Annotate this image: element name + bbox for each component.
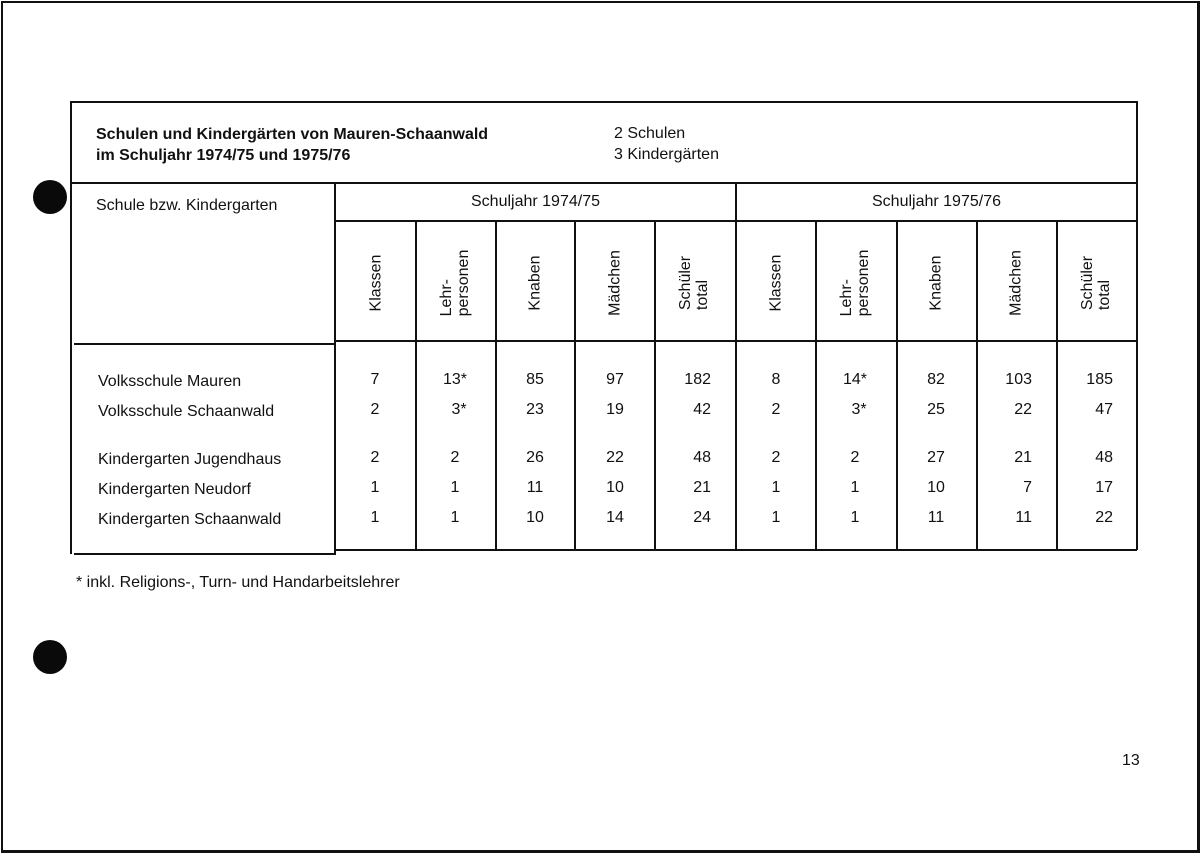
row-label: Kindergarten Jugendhaus <box>98 451 282 468</box>
punch-hole <box>33 180 67 214</box>
table-cell: 10 <box>606 479 624 496</box>
table-title <box>96 124 488 166</box>
table-cell: 11 <box>1015 509 1032 526</box>
table-cell: 2 <box>450 449 460 466</box>
table-cell: 182 <box>684 371 711 388</box>
column-header-text: Mädchen <box>606 250 624 316</box>
table-cell: 14 <box>606 509 624 526</box>
column-header-text: Knaben <box>526 255 544 311</box>
column-header-text: personen <box>855 249 872 317</box>
table-cell: 2 <box>370 449 380 466</box>
page-number: 13 <box>1122 752 1140 769</box>
table-cell: 10 <box>927 479 945 496</box>
table-cell: 22 <box>1014 401 1032 418</box>
column-header-text: Klassen <box>367 254 385 312</box>
table-cell: 13* <box>442 371 468 388</box>
table-cell: 1 <box>370 509 380 526</box>
column-header-text: total <box>1096 279 1113 311</box>
column-header-text: Schüler <box>1079 255 1096 311</box>
table-cell: 22 <box>606 449 624 466</box>
table-cell: 1 <box>771 479 781 496</box>
table-cell: 85 <box>526 371 544 388</box>
column-header-text: Knaben <box>927 255 945 311</box>
table-cell: 2 <box>771 401 781 418</box>
row-label: Kindergarten Neudorf <box>98 481 251 498</box>
table-cell: 24 <box>693 509 711 526</box>
summary-schools: 2 Schulen <box>614 125 686 142</box>
row-label: Kindergarten Schaanwald <box>98 511 282 528</box>
table-cell: 11 <box>927 509 945 526</box>
table-cell: 7 <box>1023 479 1032 496</box>
year-header-1974: Schuljahr 1974/75 <box>471 193 600 210</box>
table-cell: 103 <box>1005 371 1032 388</box>
column-header-text: Schüler <box>677 255 694 311</box>
table-cell: 19 <box>606 401 624 418</box>
summary-kindergartens: 3 Kindergärten <box>614 146 719 163</box>
table-cell: 1 <box>450 509 460 526</box>
footnote: * inkl. Religions-, Turn- und Handarbeitslehrer <box>76 574 400 591</box>
column-header-text: total <box>694 279 711 311</box>
table-cell: 42 <box>693 401 711 418</box>
table-cell: 22 <box>1095 509 1113 526</box>
table-cell: 2 <box>370 401 380 418</box>
table-cell: 26 <box>526 449 544 466</box>
table-cell: 27 <box>927 449 945 466</box>
row-label: Volksschule Schaanwald <box>98 403 275 420</box>
column-header-text: Lehr- <box>838 279 855 317</box>
column-header-text: Lehr- <box>438 279 455 317</box>
table-cell: 21 <box>1014 449 1032 466</box>
table-cell: 11 <box>526 479 544 496</box>
table-cell: 47 <box>1095 401 1113 418</box>
column-header-text: personen <box>455 249 472 317</box>
summary <box>614 123 719 165</box>
table-cell: 82 <box>927 371 945 388</box>
table-cell: 1 <box>850 479 860 496</box>
table-cell: 48 <box>1095 449 1113 466</box>
table-cell: 14* <box>842 371 868 388</box>
table-cell: 3* <box>851 401 867 418</box>
table-cell: 2 <box>771 449 781 466</box>
table-cell: 23 <box>526 401 544 418</box>
table-cell: 7 <box>370 371 380 388</box>
column-header-text: Mädchen <box>1007 250 1025 316</box>
table-cell: 97 <box>606 371 624 388</box>
column-header-text: Klassen <box>767 254 785 312</box>
table-cell: 1 <box>450 479 460 496</box>
table-cell: 17 <box>1095 479 1113 496</box>
table-cell: 1 <box>370 479 380 496</box>
table-title-line: im Schuljahr 1974/75 und 1975/76 <box>96 147 351 164</box>
table-cell: 185 <box>1086 371 1113 388</box>
punch-hole <box>33 640 67 674</box>
table-cell: 48 <box>693 449 711 466</box>
table-cell: 21 <box>693 479 711 496</box>
table-cell: 3* <box>451 401 467 418</box>
year-header-1975: Schuljahr 1975/76 <box>872 193 1001 210</box>
table-cell: 25 <box>927 401 945 418</box>
table-cell: 1 <box>771 509 781 526</box>
row-label: Volksschule Mauren <box>98 373 242 390</box>
table-cell: 1 <box>850 509 860 526</box>
table-title-line: Schulen und Kindergärten von Mauren-Schaanwald <box>96 126 489 143</box>
table-cell: 8 <box>771 371 781 388</box>
table-cell: 10 <box>526 509 544 526</box>
first-column-header: Schule bzw. Kindergarten <box>96 197 278 214</box>
table-cell: 2 <box>850 449 860 466</box>
